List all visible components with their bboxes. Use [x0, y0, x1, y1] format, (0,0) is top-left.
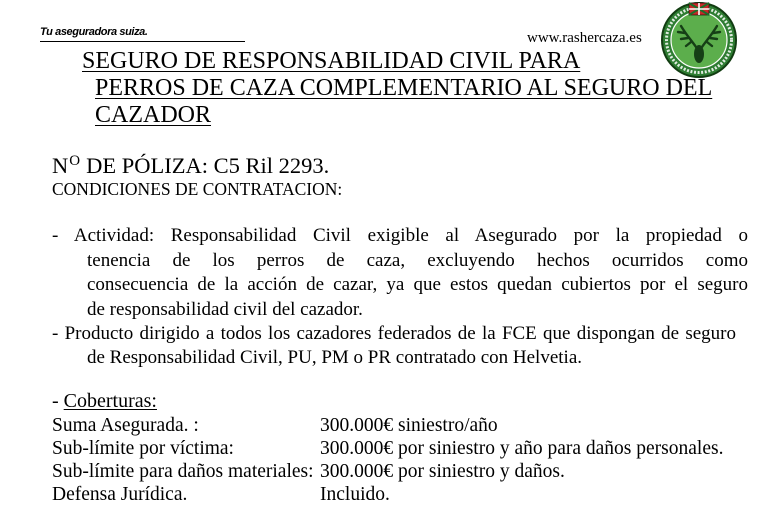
activity-bullet-line: de responsabilidad civil del cazador. [87, 299, 363, 320]
policy-text: DE PÓLIZA: C5 Ril 2293. [86, 153, 330, 178]
activity-bullet-line: - Actividad: Responsabilidad Civil exigible al Asegurado por la propiedad o [52, 225, 748, 246]
coverage-label: Sub-límite para daños materiales: [52, 461, 314, 482]
hunting-club-logo-icon [655, 0, 743, 78]
insurer-tagline: Tu aseguradora suiza. [40, 26, 148, 38]
coverage-label: Defensa Jurídica. [52, 484, 188, 505]
conditions-heading: CONDICIONES DE CONTRATACION: [52, 179, 343, 199]
coverage-dash: - [52, 390, 59, 412]
title-line: PERROS DE CAZA COMPLEMENTARIO AL SEGURO DEL [95, 75, 713, 101]
activity-bullet-line: tenencia de los perros de caza, excluyendo hechos ocurridos como [87, 250, 748, 271]
logo-deer-head [694, 45, 704, 63]
product-bullet-line: de Responsabilidad Civil, PU, PM o PR contratado con Helvetia. [87, 347, 583, 368]
coverage-row [52, 437, 752, 460]
coverage-value: 300.000€ por siniestro y daños. [320, 461, 565, 482]
coverage-heading [52, 389, 157, 413]
coverage-label: Sub-límite por víctima: [52, 438, 234, 459]
activity-bullet-line: consecuencia de la acción de cazar, ya que estos quedan cubiertos por el seguro [87, 274, 748, 295]
coverage-value: 300.000€ por siniestro y año para daños personales. [320, 438, 724, 459]
coverage-row [52, 460, 752, 483]
coverage-value: 300.000€ siniestro/año [320, 415, 498, 436]
coverage-heading-text: Coberturas: [63, 390, 157, 412]
tagline-rule [40, 41, 245, 42]
title-line: SEGURO DE RESPONSABILIDAD CIVIL PARA [82, 48, 581, 74]
logo-flag [689, 3, 709, 15]
product-bullet-line: - Producto dirigido a todos los cazadores federados de la FCE que dispongan de seguro [52, 323, 736, 344]
website-url: www.rashercaza.es [527, 30, 642, 46]
coverage-value: Incluido. [320, 484, 390, 505]
title-line: CAZADOR [95, 102, 212, 128]
policy-number [52, 153, 329, 182]
coverage-label: Suma Asegurada. : [52, 415, 199, 436]
policy-superscript: O [69, 153, 81, 169]
coverage-row [52, 414, 752, 437]
policy-prefix: N [52, 153, 69, 178]
coverage-row [52, 483, 752, 506]
